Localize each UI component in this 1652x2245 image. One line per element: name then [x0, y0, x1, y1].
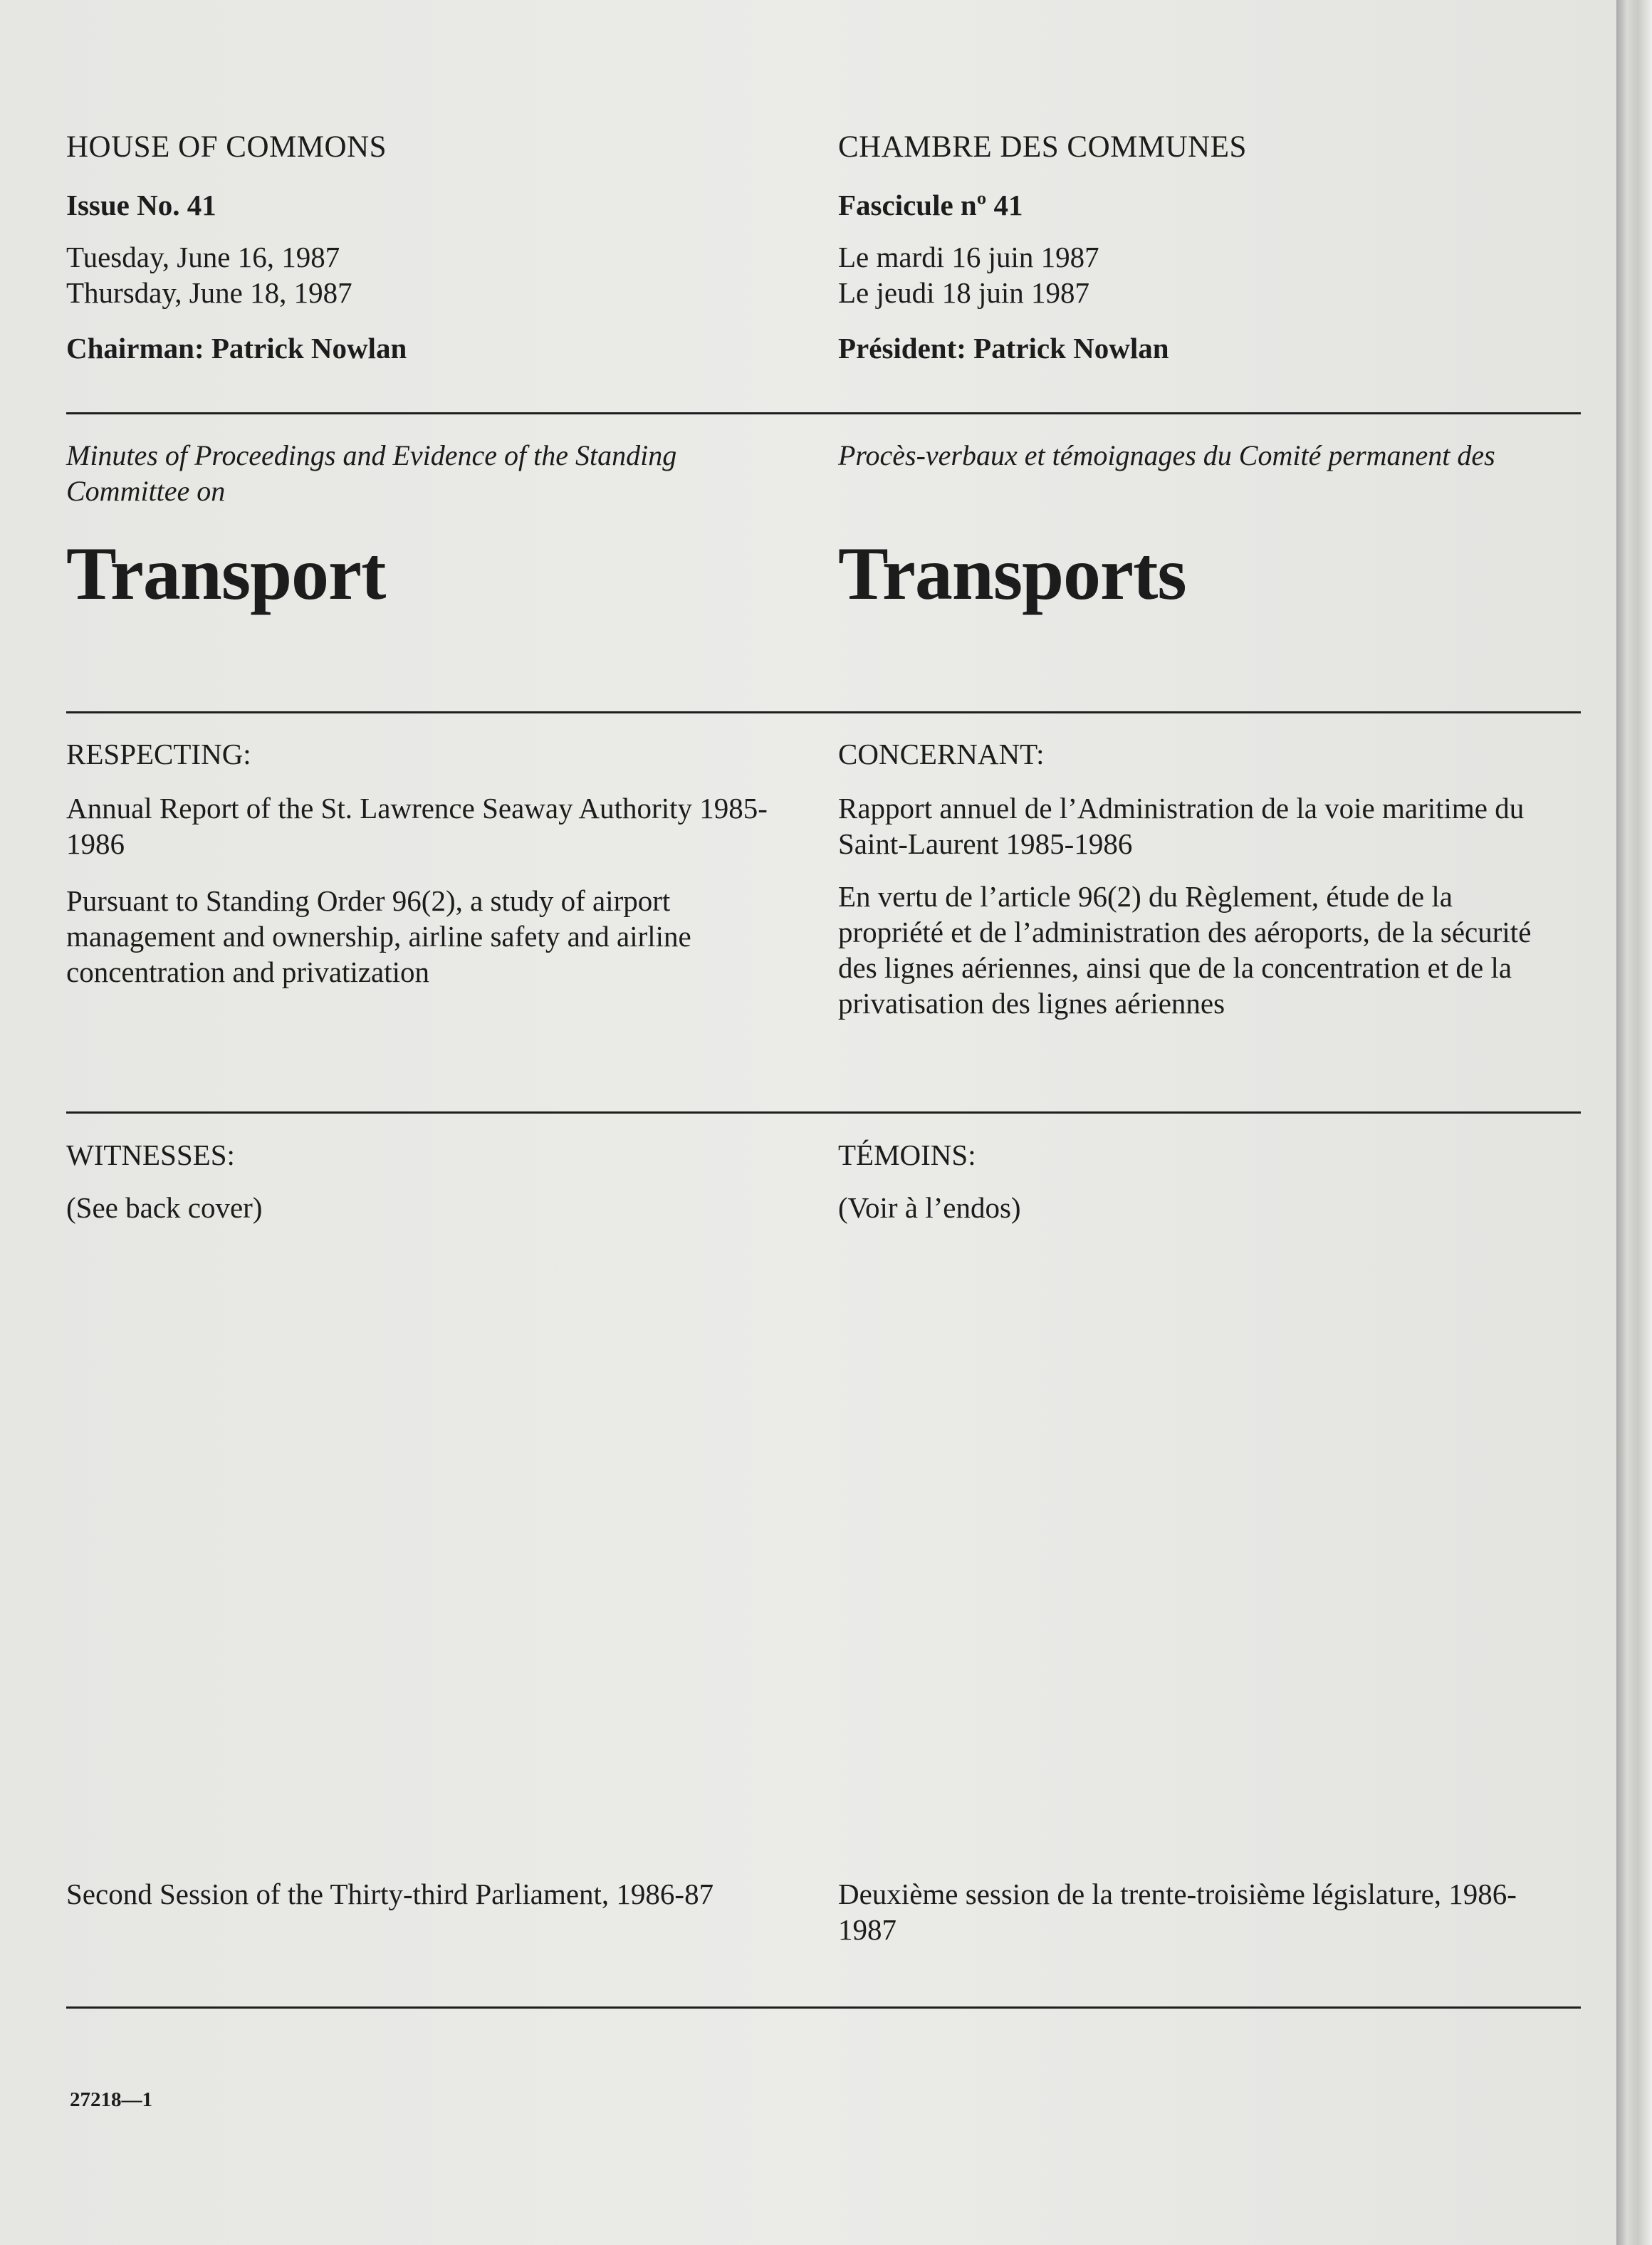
meeting-date-1: Tuesday, June 16, 1987: [66, 241, 340, 273]
issue-number-fr: Fascicule nº 41: [838, 189, 1023, 221]
house-name: HOUSE OF COMMONS: [66, 130, 387, 164]
meeting-date-2-fr: Le jeudi 18 juin 1987: [838, 276, 1090, 309]
respecting-heading-fr: CONCERNANT:: [838, 738, 1045, 770]
parliament-session: Second Session of the Thirty-third Parliament, 1986-87: [66, 1878, 714, 1910]
parliament-session-fr: Deuxième session de la trente-troisième législature, 1986-1987: [838, 1878, 1517, 1946]
subject-2-fr: En vertu de l’article 96(2) du Règlement, étude de la propriété et de l’administration des aéroports, de la sécurité des lignes aériennes, ainsi que de la concentration et de la privatisation des lignes aériennes: [838, 880, 1532, 1020]
witnesses-value-fr: (Voir à l’endos): [838, 1191, 1021, 1224]
witnesses-heading-fr: TÉMOINS:: [838, 1139, 976, 1171]
minutes-heading: Minutes of Proceedings and Evidence of the Standing Committee on: [66, 439, 677, 507]
subject-1-fr: Rapport annuel de l’Administration de la voie maritime du Saint-Laurent 1985-1986: [838, 792, 1525, 860]
chairman: Chairman: Patrick Nowlan: [66, 332, 407, 365]
page-edge: [1616, 0, 1652, 2245]
meeting-date-2: Thursday, June 18, 1987: [66, 276, 352, 309]
minutes-heading-fr: Procès-verbaux et témoignages du Comité permanent des: [838, 439, 1495, 471]
chairman-fr: Président: Patrick Nowlan: [838, 332, 1169, 365]
divider-rule: [66, 2006, 1581, 2009]
respecting-heading: RESPECTING:: [66, 738, 251, 770]
divider-rule: [66, 412, 1581, 414]
issue-number: Issue No. 41: [66, 189, 216, 221]
meeting-date-1-fr: Le mardi 16 juin 1987: [838, 241, 1099, 273]
committee-title-fr: Transports: [838, 532, 1186, 615]
house-name-fr: CHAMBRE DES COMMUNES: [838, 130, 1247, 164]
witnesses-value: (See back cover): [66, 1191, 263, 1224]
divider-rule: [66, 1111, 1581, 1114]
subject-1: Annual Report of the St. Lawrence Seaway Authority 1985-1986: [66, 792, 768, 860]
witnesses-heading: WITNESSES:: [66, 1139, 235, 1171]
committee-title: Transport: [66, 532, 386, 615]
print-code: 27218—1: [70, 2088, 152, 2111]
divider-rule: [66, 711, 1581, 713]
subject-2: Pursuant to Standing Order 96(2), a study of airport management and ownership, airline safety and airline concentration and privatization: [66, 884, 691, 988]
